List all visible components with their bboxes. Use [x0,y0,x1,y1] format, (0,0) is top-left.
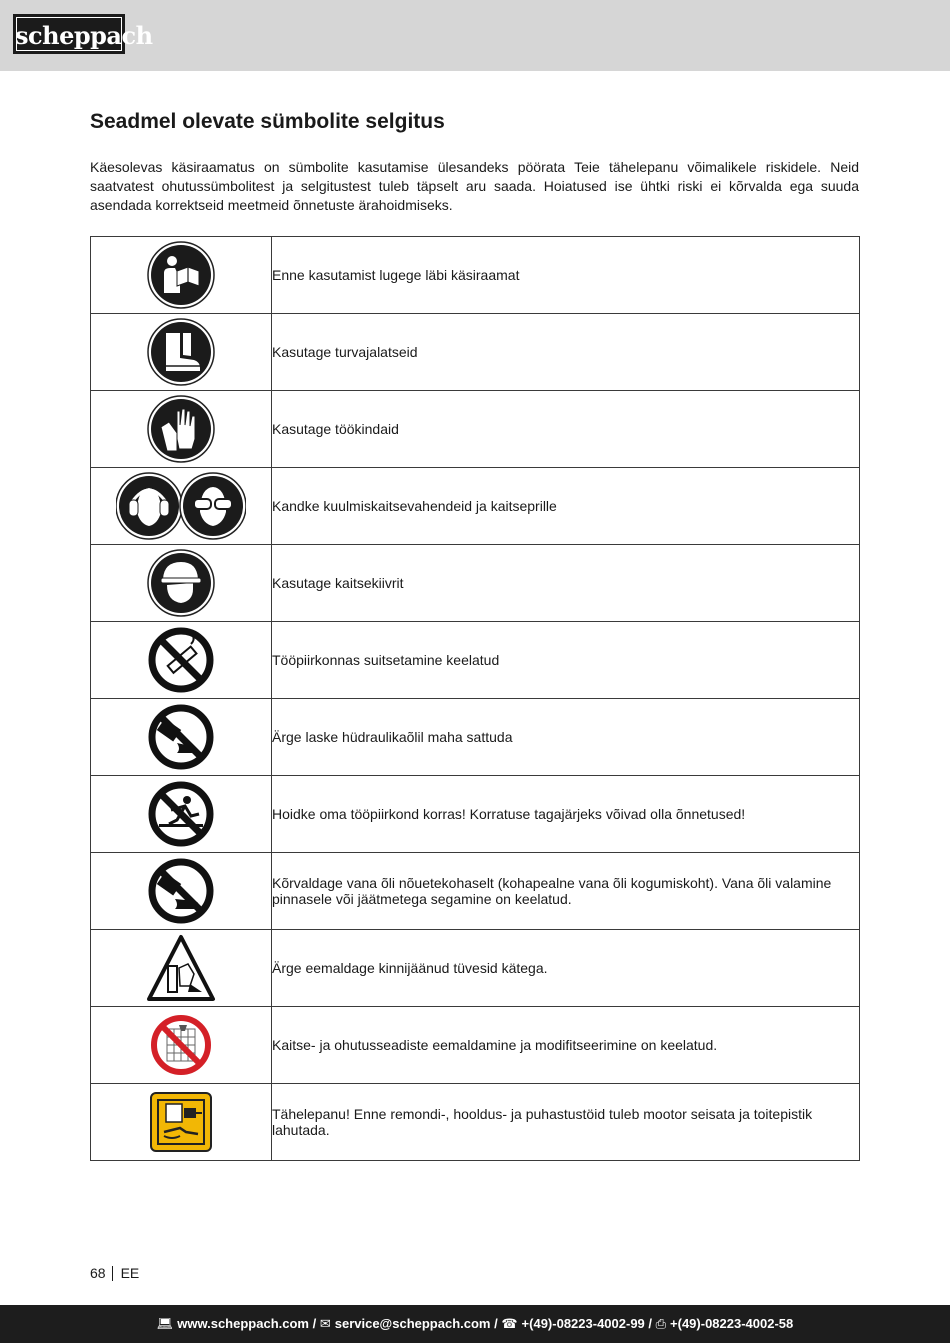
symbol-description: Hoidke oma tööpiirkond korras! Korratuse tagajärjeks võivad olla õnnetused! [272,776,860,853]
page-number: 68 [90,1265,106,1281]
footer-email[interactable]: service@scheppach.com [334,1316,491,1331]
symbol-description: Tähelepanu! Enne remondi-, hooldus- ja puhastustöid tuleb mootor seisata ja toitepistik lahutada. [272,1084,860,1161]
symbol-description: Enne kasutamist lugege läbi käsiraamat [272,237,860,314]
page-footer-number [90,1265,139,1281]
table-row [91,468,860,545]
symbol-description: Kasutage turvajalatseid [272,314,860,391]
mail-icon: ✉︎ [319,1316,331,1331]
no-guard-removal-icon [149,1013,213,1077]
hard-hat-icon [147,549,215,617]
ear-and-eye-protection-icon [116,472,246,540]
intro-paragraph: Käesolevas käsiraamatus on sümbolite kasutamise ülesandeks pöörata Teie tähelepanu võimalikele riskidele. Neid saatvatest ohutussümbolitest ja selgitustest tuleb täpselt aru saada. Hoiatused ise ühtki riski ei kõrvalda ega suuda asendada korrektseid meetmeid õnnetuste ärahoidmiseks. [90,159,859,213]
symbol-description: Kasutage töökindaid [272,391,860,468]
symbol-description: Kõrvaldage vana õli nõuetekohaselt (kohapealne vana õli kogumiskoht). Vana õli valamine pinnasele või jäätmetega segamine on keelatud. [272,853,860,930]
table-row [91,699,860,776]
fax-icon: ⎙ [655,1316,667,1331]
symbol-description: Ärge laske hüdraulikaõlil maha sattuda [272,699,860,776]
table-row [91,1007,860,1084]
section-title: Seadmel olevate sümbolite selgitus [90,110,445,133]
computer-icon: 💻︎ [156,1316,174,1331]
footer-website[interactable]: www.scheppach.com [177,1316,309,1331]
language-code: EE [120,1265,140,1281]
page-header [0,0,950,71]
table-row [91,776,860,853]
table-row [91,314,860,391]
brand-logo: scheppach [13,14,125,54]
footer-phone: +(49)-08223-4002-99 [521,1316,645,1331]
hand-crush-warning-icon [146,934,216,1002]
footer-fax: +(49)-08223-4002-58 [670,1316,794,1331]
no-oil-spill-icon [147,703,215,771]
symbol-description: Ärge eemaldage kinnijäänud tüvesid kätega. [272,930,860,1007]
table-row [91,391,860,468]
table-row [91,622,860,699]
table-row [91,237,860,314]
no-oil-dumping-icon [147,857,215,925]
phone-icon: ☎ [501,1316,518,1331]
no-tripping-icon [147,780,215,848]
no-smoking-icon [147,626,215,694]
table-row [91,545,860,622]
symbols-table [90,236,860,1161]
symbol-description: Kasutage kaitsekiivrit [272,545,860,622]
work-gloves-icon [147,395,215,463]
read-manual-icon [147,241,215,309]
table-row [91,853,860,930]
separator [112,1266,113,1281]
symbol-description: Kaitse- ja ohutusseadiste eemaldamine ja modifitseerimine on keelatud. [272,1007,860,1084]
table-row [91,930,860,1007]
unplug-before-maintenance-icon [150,1092,212,1152]
symbol-description: Kandke kuulmiskaitsevahendeid ja kaitseprille [272,468,860,545]
symbol-description: Tööpiirkonnas suitsetamine keelatud [272,622,860,699]
contact-footer: 💻︎ www.scheppach.com / ✉︎ service@scheppach.com / ☎ +(49)-08223-4002-99 / ⎙ +(49)-08223-4002-58 [0,1305,950,1343]
table-row [91,1084,860,1161]
safety-boots-icon [147,318,215,386]
